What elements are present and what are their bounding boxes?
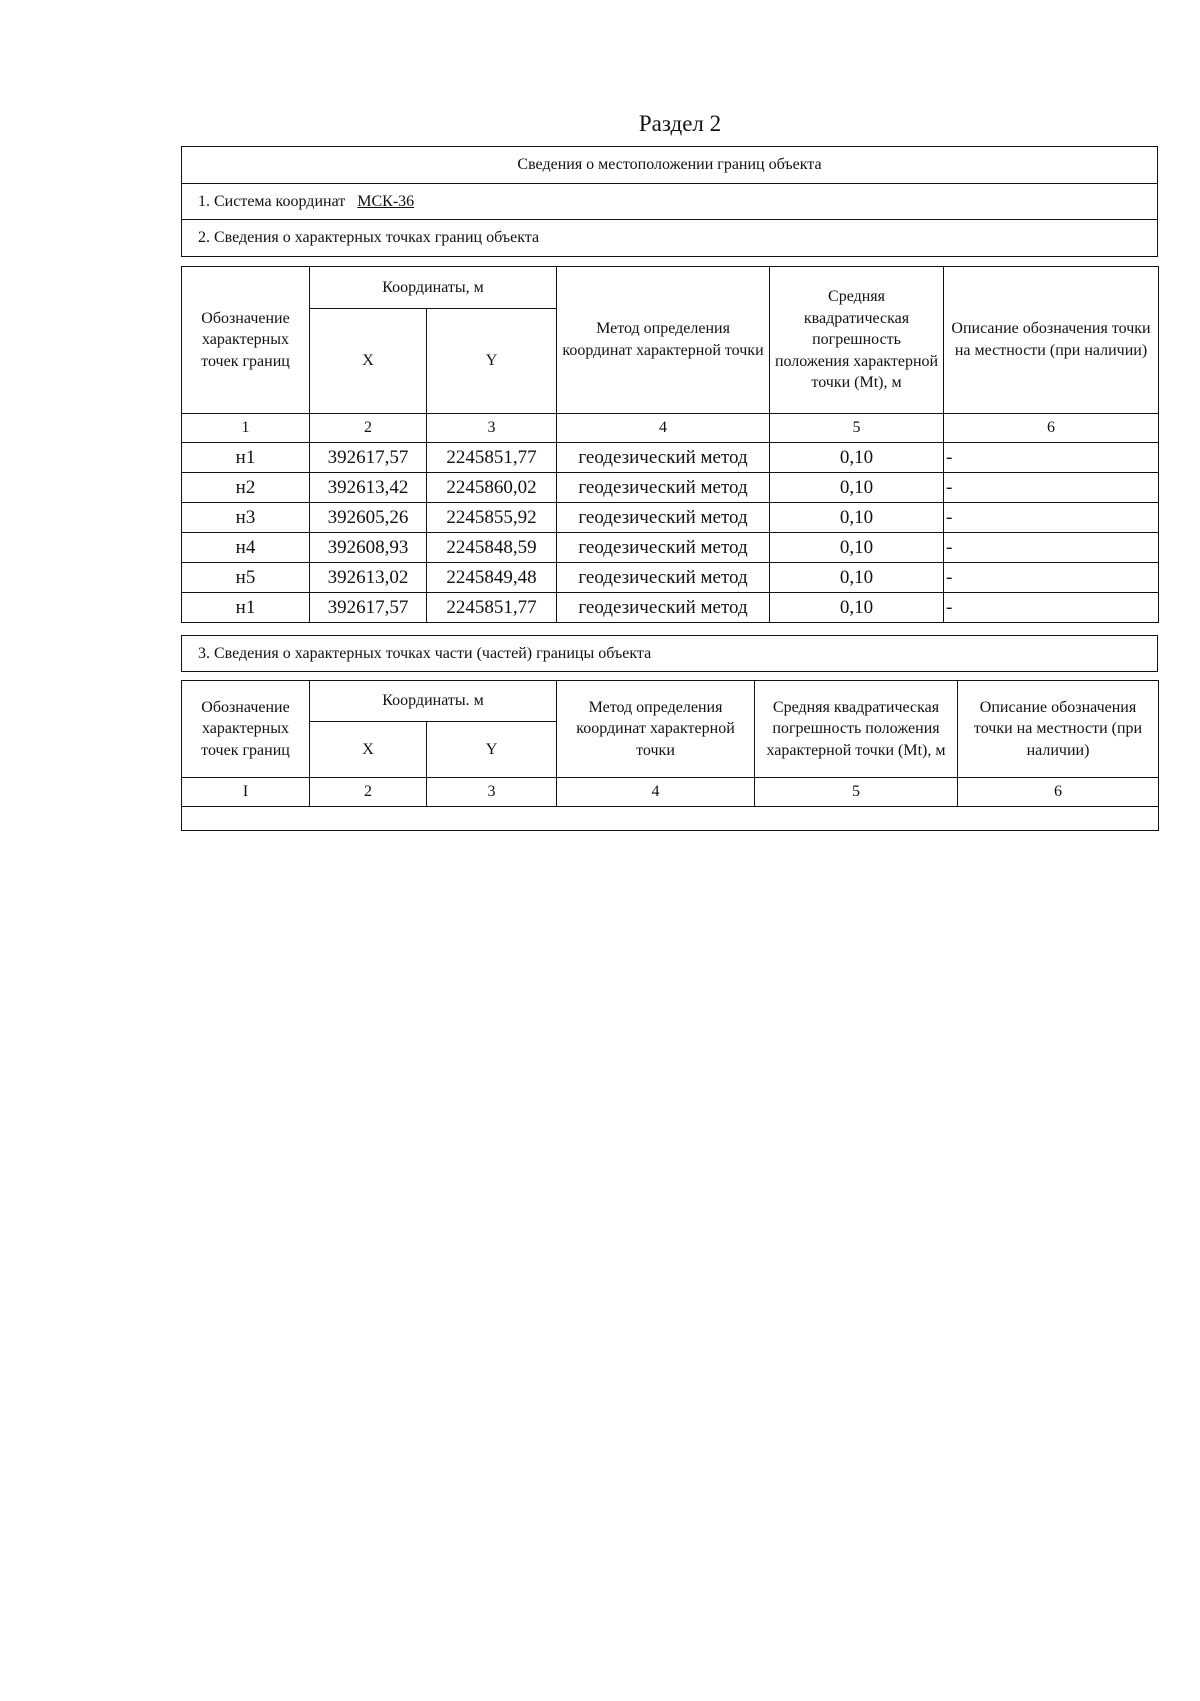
- header-y: Y: [427, 309, 557, 414]
- column-number: 3: [427, 414, 557, 443]
- column-number: 1: [182, 414, 310, 443]
- column-number: 5: [755, 778, 958, 807]
- column-numbers-row: [182, 778, 1159, 807]
- method: геодезический метод: [557, 563, 770, 593]
- header-coordinates: Координаты, м: [310, 267, 557, 309]
- error-value: 0,10: [770, 563, 944, 593]
- column-number: I: [182, 778, 310, 807]
- error-value: 0,10: [770, 443, 944, 473]
- header-description: Описание обозначения точки на местности (при наличии): [958, 681, 1159, 778]
- page-title: Раздел 2: [638, 111, 722, 136]
- column-number: 4: [557, 778, 755, 807]
- header-description: Описание обозначения точки на местности (при наличии): [944, 267, 1159, 414]
- empty-row: [182, 807, 1159, 831]
- section2-title-row: [182, 220, 1157, 256]
- header-method: Метод определения координат характерной точки: [557, 267, 770, 414]
- header-designation: Обозначение характерных точек границ: [182, 267, 310, 414]
- table-row: [182, 443, 1159, 473]
- coord-system-row: [182, 184, 1157, 220]
- location-info-title: [182, 147, 1157, 184]
- section3-title-row: [182, 636, 1157, 671]
- column-number: 3: [427, 778, 557, 807]
- table-row: [182, 503, 1159, 533]
- header-error: Средняя квадратическая погрешность положения характерной точки (Mt), м: [755, 681, 958, 778]
- point-designation: н1: [182, 443, 310, 473]
- header-y: Y: [427, 722, 557, 778]
- method: геодезический метод: [557, 443, 770, 473]
- coord-system-label: 1. Система координат: [198, 192, 346, 210]
- column-number: 2: [310, 778, 427, 807]
- method: геодезический метод: [557, 593, 770, 623]
- header-x: X: [310, 722, 427, 778]
- error-value: 0,10: [770, 533, 944, 563]
- table-row: [182, 563, 1159, 593]
- point-designation: н1: [182, 593, 310, 623]
- method: геодезический метод: [557, 533, 770, 563]
- section3-title: 3. Сведения о характерных точках части (частей) границы объекта: [198, 644, 652, 662]
- column-number: 4: [557, 414, 770, 443]
- boundary-parts-table: [181, 680, 1159, 831]
- coord-y: 2245855,92: [427, 503, 557, 533]
- coord-y: 2245849,48: [427, 563, 557, 593]
- error-value: 0,10: [770, 593, 944, 623]
- coord-system-value: МСК-36: [357, 192, 415, 210]
- table-row: [182, 533, 1159, 563]
- coord-y: 2245851,77: [427, 443, 557, 473]
- column-numbers-row: [182, 414, 1159, 443]
- error-value: 0,10: [770, 473, 944, 503]
- location-info-title-text: Сведения о местоположении границ объекта: [517, 156, 822, 173]
- coord-x: 392613,02: [310, 563, 427, 593]
- point-description: -: [944, 473, 1159, 503]
- point-designation: н3: [182, 503, 310, 533]
- coord-x: 392608,93: [310, 533, 427, 563]
- point-description: -: [944, 593, 1159, 623]
- column-number: 6: [958, 778, 1159, 807]
- section3-box: [181, 635, 1158, 672]
- point-description: -: [944, 443, 1159, 473]
- column-number: 6: [944, 414, 1159, 443]
- table-row: [182, 593, 1159, 623]
- error-value: 0,10: [770, 503, 944, 533]
- location-info-box: [181, 146, 1158, 257]
- section2-title: 2. Сведения о характерных точках границ объекта: [198, 229, 540, 246]
- point-designation: н2: [182, 473, 310, 503]
- empty-cell: [182, 807, 1159, 831]
- coord-x: 392613,42: [310, 473, 427, 503]
- coord-y: 2245851,77: [427, 593, 557, 623]
- point-designation: н5: [182, 563, 310, 593]
- coord-x: 392617,57: [310, 593, 427, 623]
- coord-y: 2245860,02: [427, 473, 557, 503]
- coord-x: 392605,26: [310, 503, 427, 533]
- method: геодезический метод: [557, 503, 770, 533]
- column-number: 5: [770, 414, 944, 443]
- header-designation: Обозначение характерных точек границ: [182, 681, 310, 778]
- point-designation: н4: [182, 533, 310, 563]
- header-coordinates: Координаты. м: [310, 681, 557, 722]
- coord-y: 2245848,59: [427, 533, 557, 563]
- boundary-points-table: [181, 266, 1159, 623]
- table-row: [182, 473, 1159, 503]
- column-number: 2: [310, 414, 427, 443]
- point-description: -: [944, 503, 1159, 533]
- header-error: Средняя квадратическая погрешность положения характерной точки (Mt), м: [770, 267, 944, 414]
- header-method: Метод определения координат характерной точки: [557, 681, 755, 778]
- point-description: -: [944, 563, 1159, 593]
- coord-x: 392617,57: [310, 443, 427, 473]
- point-description: -: [944, 533, 1159, 563]
- method: геодезический метод: [557, 473, 770, 503]
- header-x: X: [310, 309, 427, 414]
